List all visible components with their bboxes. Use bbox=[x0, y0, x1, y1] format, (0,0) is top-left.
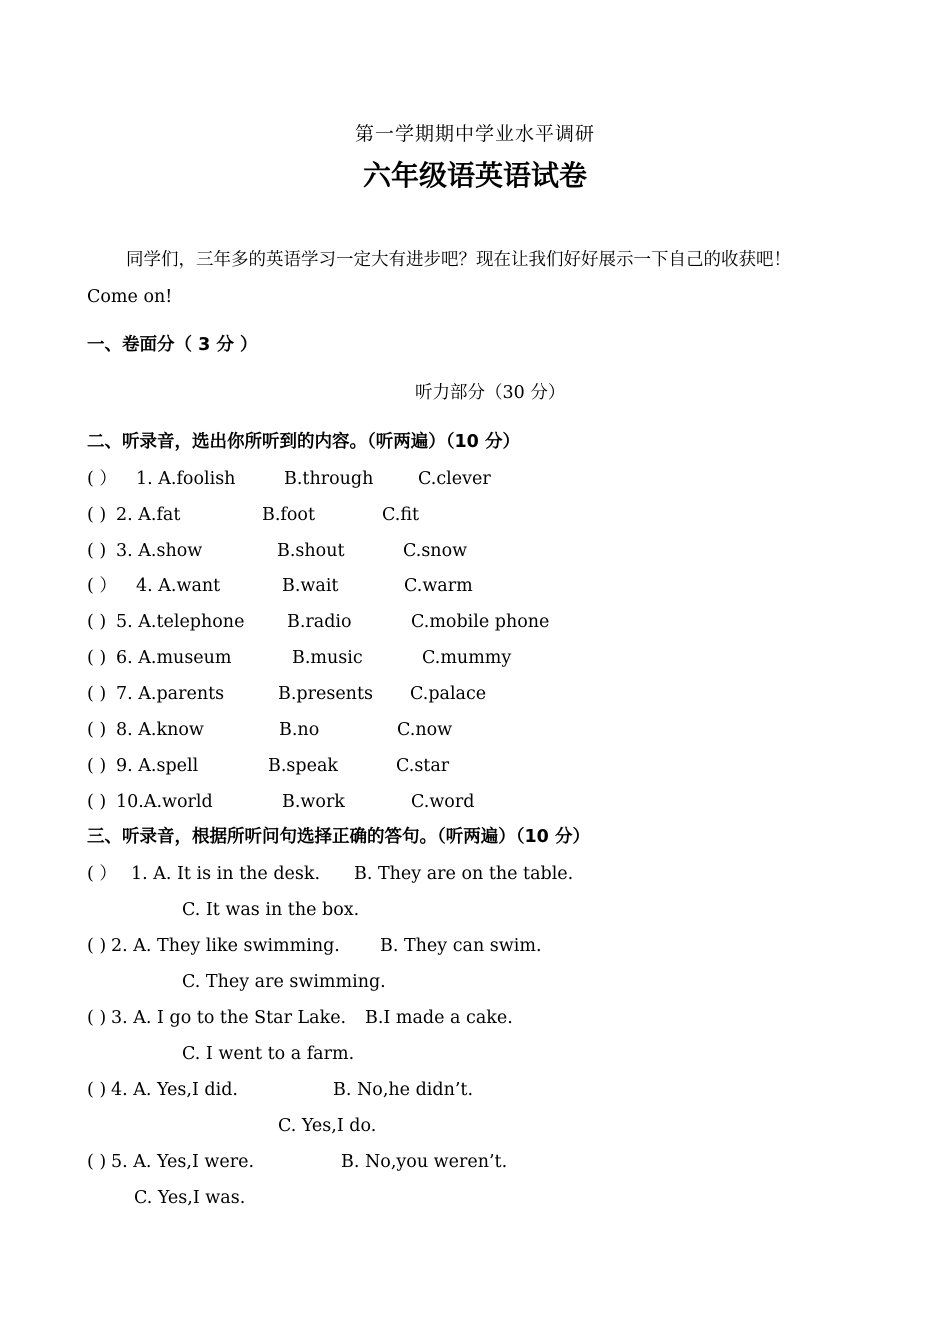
option-b: B.through bbox=[284, 469, 374, 489]
option-a: 5. A.telephone bbox=[116, 612, 245, 632]
option-b: B.radio bbox=[287, 612, 352, 632]
answer-blank[interactable]: ( ) bbox=[87, 936, 107, 956]
intro-text: 同学们，三年多的英语学习一定大有进步吧？现在让我们好好展示一下自己的收获吧！ bbox=[126, 250, 791, 270]
section-2-heading: 二、听录音，选出你所听到的内容。（听两遍）（10 分） bbox=[87, 432, 520, 452]
option-b: B.foot bbox=[262, 505, 316, 525]
answer-blank[interactable]: ( ） bbox=[87, 864, 117, 884]
answer-blank[interactable]: ( ） bbox=[87, 469, 117, 489]
answer-blank[interactable]: ( ) bbox=[87, 1080, 107, 1100]
option-c: C. They are swimming. bbox=[182, 972, 386, 992]
answer-blank[interactable]: ( ) bbox=[87, 1008, 107, 1028]
option-b: B.shout bbox=[277, 541, 345, 561]
option-c: C.palace bbox=[410, 684, 487, 704]
option-c: C.clever bbox=[418, 469, 491, 489]
option-a: 4. A. Yes,I did. bbox=[111, 1080, 238, 1100]
option-b: B.no bbox=[279, 720, 320, 740]
option-c: C.warm bbox=[404, 576, 473, 596]
option-a: 6. A.museum bbox=[116, 648, 232, 668]
option-b: B.music bbox=[292, 648, 363, 668]
option-a: 10.A.world bbox=[116, 792, 213, 812]
option-a: 9. A.spell bbox=[116, 756, 199, 776]
option-c: C. I went to a farm. bbox=[182, 1044, 355, 1064]
answer-blank[interactable]: ( ) bbox=[87, 684, 107, 704]
answer-blank[interactable]: ( ) bbox=[87, 612, 107, 632]
answer-blank[interactable]: ( ) bbox=[87, 720, 107, 740]
option-c: C.fit bbox=[382, 505, 420, 525]
listening-heading: 听力部分（30 分） bbox=[415, 383, 566, 403]
option-b: B. They are on the table. bbox=[354, 864, 574, 884]
answer-blank[interactable]: ( ) bbox=[87, 1152, 107, 1172]
exam-title: 六年级语英语试卷 bbox=[362, 159, 587, 192]
answer-blank[interactable]: ( ) bbox=[87, 792, 107, 812]
exam-subtitle: 第一学期期中学业水平调研 bbox=[354, 123, 595, 145]
option-b: B.work bbox=[282, 792, 345, 812]
option-b: B. No,he didn’t. bbox=[333, 1080, 474, 1100]
answer-blank[interactable]: ( ) bbox=[87, 648, 107, 668]
option-a: 1. A. It is in the desk. bbox=[131, 864, 321, 884]
option-c: C.snow bbox=[403, 541, 468, 561]
option-c: C. Yes,I do. bbox=[278, 1116, 377, 1136]
option-b: B.I made a cake. bbox=[365, 1008, 513, 1028]
option-b: B. No,you weren’t. bbox=[341, 1152, 508, 1172]
option-c: C. It was in the box. bbox=[182, 900, 360, 920]
option-a: 2. A.fat bbox=[116, 505, 181, 525]
option-a: 4. A.want bbox=[136, 576, 221, 596]
option-c: C.star bbox=[396, 756, 450, 776]
answer-blank[interactable]: ( ） bbox=[87, 576, 117, 596]
option-c: C.now bbox=[397, 720, 453, 740]
answer-blank[interactable]: ( ) bbox=[87, 505, 107, 525]
option-b: B.presents bbox=[278, 684, 373, 704]
option-a: 5. A. Yes,I were. bbox=[111, 1152, 255, 1172]
option-c: C. Yes,I was. bbox=[134, 1188, 246, 1208]
option-a: 3. A. I go to the Star Lake. bbox=[111, 1008, 347, 1028]
answer-blank[interactable]: ( ) bbox=[87, 541, 107, 561]
option-b: B.wait bbox=[282, 576, 339, 596]
option-a: 2. A. They like swimming. bbox=[111, 936, 340, 956]
section-1-heading: 一、卷面分（ 3 分 ） bbox=[87, 335, 258, 355]
option-c: C.mobile phone bbox=[411, 612, 550, 632]
option-b: B. They can swim. bbox=[380, 936, 542, 956]
option-a: 7. A.parents bbox=[116, 684, 225, 704]
option-c: C.word bbox=[411, 792, 475, 812]
intro-text-continued: Come on! bbox=[87, 287, 173, 307]
option-c: C.mummy bbox=[422, 648, 512, 668]
section-3-heading: 三、听录音，根据所听问句选择正确的答句。（听两遍）（10 分） bbox=[87, 827, 590, 847]
option-a: 8. A.know bbox=[116, 720, 204, 740]
answer-blank[interactable]: ( ) bbox=[87, 756, 107, 776]
option-a: 1. A.foolish bbox=[136, 469, 236, 489]
option-b: B.speak bbox=[268, 756, 338, 776]
option-a: 3. A.show bbox=[116, 541, 203, 561]
